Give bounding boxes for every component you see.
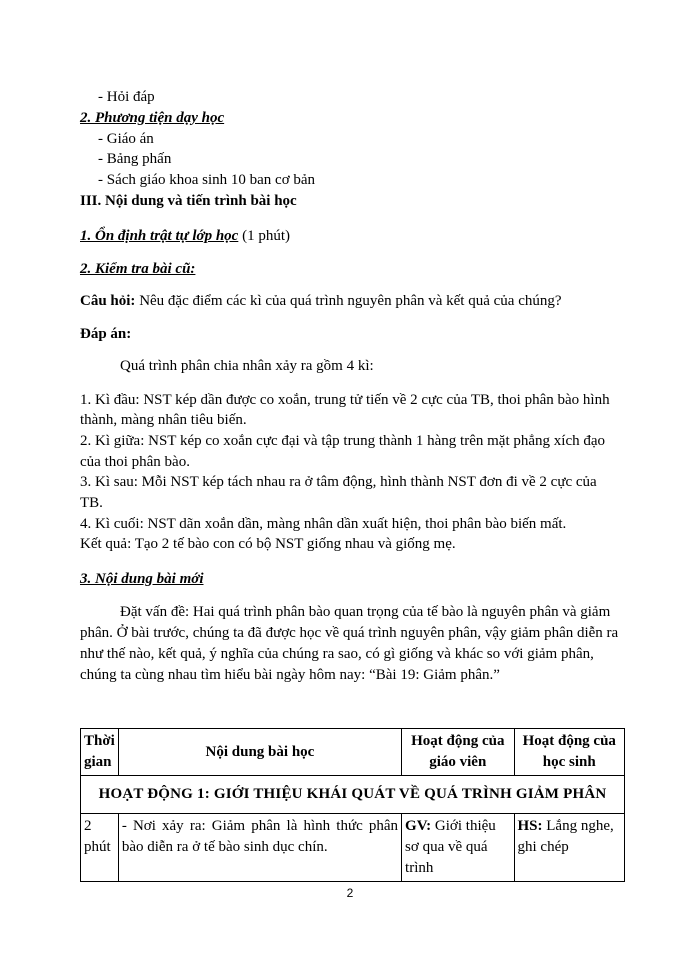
section2-title: 2. Phương tiện dạy học (80, 110, 225, 126)
row1-content: - Nơi xảy ra: Giảm phân là hình thức phân bào diễn ra ở tế bào sinh dục chín. (118, 814, 401, 882)
answer-line: thành, màng nhân tiêu biến. (80, 412, 247, 428)
intro-paragraph-line: chúng ta cùng nhau tìm hiểu bài ngày hôm nay: “Bài 19: Giảm phân.” (80, 667, 500, 683)
teacher-label: GV: (405, 818, 432, 834)
answer-label: Đáp án: (80, 326, 132, 342)
activity1-title: HOẠT ĐỘNG 1: GIỚI THIỆU KHÁI QUÁT VỀ QUÁ TRÌNH GIẢM PHÂN (81, 776, 625, 814)
activity-row (81, 776, 625, 814)
answer-result: Kết quả: Tạo 2 tế bào con có bộ NST giống nhau và giống mẹ. (80, 536, 456, 552)
page-number: 2 (346, 886, 354, 900)
question-text: Nêu đặc điểm các kì của quá trình nguyên phân và kết quả của chúng? (135, 293, 562, 309)
answer-line: TB. (80, 495, 103, 511)
student-text: Lắng nghe, ghi chép (517, 818, 614, 855)
lesson-plan-table (80, 728, 625, 882)
table-row (81, 814, 625, 882)
header-time: Thời gian (81, 729, 119, 776)
question-label: Câu hỏi: (80, 293, 136, 309)
table-header-row (81, 729, 625, 776)
step1-line (80, 227, 290, 245)
intro-paragraph-line: Đặt vấn đề: Hai quá trình phân bào quan trọng của tế bào là nguyên phân và giảm (120, 604, 611, 620)
step1-title: 1. Ổn định trật tự lớp học (80, 228, 239, 244)
intro-paragraph-line: như thế nào, kết quả, ý nghĩa của chúng ra sao, có gì giống và khác so với giảm phân, (80, 646, 594, 662)
answer-line: 3. Kì sau: Mỗi NST kép tách nhau ra ở tâm động, hình thành NST đơn đi về 2 cực của (80, 474, 597, 490)
question-line (80, 292, 562, 310)
intro-paragraph-line: phân. Ở bài trước, chúng ta đã được học về quá trình nguyên phân, vậy giảm phân diễn ra (80, 625, 619, 641)
answer-line: 4. Kì cuối: NST dãn xoắn dần, màng nhân dần xuất hiện, thoi phân bào biến mất. (80, 516, 567, 532)
step2-title: 2. Kiểm tra bài cũ: (80, 261, 196, 277)
row1-student (514, 814, 625, 882)
step1-duration: (1 phút) (238, 228, 290, 244)
answer-line: 1. Kì đầu: NST kép dần được co xoắn, trung tử tiến về 2 cực của TB, thoi phân bào hình (80, 392, 610, 408)
student-label: HS: (517, 818, 543, 834)
header-content: Nội dung bài học (118, 729, 401, 776)
header-teacher: Hoạt động của giáo viên (402, 729, 514, 776)
section3-heading: III. Nội dung và tiến trình bài học (80, 193, 297, 209)
answer-line: 2. Kì giữa: NST kép co xoắn cực đại và tập trung thành 1 hàng trên mặt phẳng xích đạo (80, 433, 606, 449)
row1-teacher (402, 814, 514, 882)
teacher-text: Giới thiệu sơ qua về quá trình (405, 818, 496, 876)
list-item: - Sách giáo khoa sinh 10 ban cơ bản (98, 172, 316, 188)
step3-title: 3. Nội dung bài mới (80, 571, 204, 587)
list-item: - Giáo án (98, 131, 154, 147)
answer-intro: Quá trình phân chia nhân xảy ra gồm 4 kì: (120, 358, 374, 374)
list-item: - Bảng phấn (98, 151, 172, 167)
row1-time: 2 phút (81, 814, 119, 882)
answer-line: của thoi phân bào. (80, 454, 190, 470)
method-item: - Hỏi đáp (98, 89, 155, 105)
header-student: Hoạt động của học sinh (514, 729, 625, 776)
